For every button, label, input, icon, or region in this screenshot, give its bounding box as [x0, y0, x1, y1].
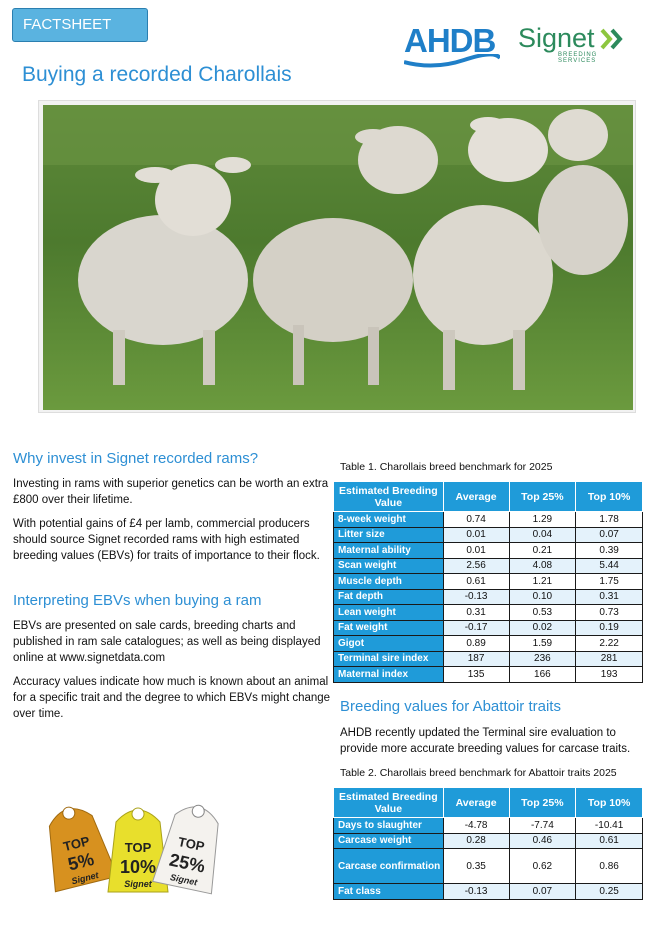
- table2-abattoir-benchmark: [333, 787, 643, 900]
- table1-value-cell: 0.10: [509, 589, 576, 605]
- table1-value-cell: 193: [576, 667, 643, 683]
- abattoir-heading: Breeding values for Abattoir traits: [340, 698, 561, 715]
- table2-trait-label: Carcase confirmation: [334, 849, 444, 884]
- table1-breed-benchmark: [333, 481, 643, 683]
- table1-value-cell: 281: [576, 651, 643, 667]
- gold-tag-top: TOP: [61, 833, 92, 855]
- interpreting-ebvs-heading: Interpreting EBVs when buying a ram: [13, 592, 262, 609]
- table1-row: [334, 667, 643, 683]
- table1-value-cell: 0.04: [509, 527, 576, 543]
- white-tag-top: TOP: [176, 833, 206, 855]
- table1-row: [334, 636, 643, 652]
- abattoir-paragraph: AHDB recently updated the Terminal sire evaluation to provide more accurate breeding values for carcase traits.: [340, 727, 631, 755]
- table1-value-cell: 1.29: [509, 512, 576, 528]
- table2-trait-label: Carcase weight: [334, 833, 444, 849]
- table1-value-cell: 0.01: [443, 527, 509, 543]
- yellow-tag-percent: 10%: [119, 857, 157, 877]
- table1-trait-label: Fat weight: [334, 620, 444, 636]
- table1-value-cell: 0.19: [576, 620, 643, 636]
- table1-value-cell: 5.44: [576, 558, 643, 574]
- table2-header-top25: Top 25%: [509, 788, 576, 818]
- table2-value-cell: -4.78: [443, 818, 509, 834]
- table2-header-average: Average: [443, 788, 509, 818]
- table1-value-cell: 1.78: [576, 512, 643, 528]
- table1-value-cell: 0.61: [443, 574, 509, 590]
- interpreting-ebvs-paragraph-1: EBVs are presented on sale cards, breeding charts and published in ram sale catalogues; as well as being displayed online at www.signetdata.com: [13, 620, 321, 664]
- table1-trait-label: Muscle depth: [334, 574, 444, 590]
- table2-value-cell: 0.61: [576, 833, 643, 849]
- white-tag-percent: 25%: [167, 849, 207, 877]
- table1-value-cell: 236: [509, 651, 576, 667]
- table1-row: [334, 527, 643, 543]
- why-invest-paragraph-2: With potential gains of £4 per lamb, commercial producers should source Signet recorded rams with high estimated breeding values (EBVs) for traits of importance to their flock.: [13, 518, 320, 562]
- table1-value-cell: -0.17: [443, 620, 509, 636]
- table2-value-cell: -0.13: [443, 884, 509, 900]
- table1-row: [334, 620, 643, 636]
- table1-value-cell: 0.01: [443, 543, 509, 559]
- table1-value-cell: 2.22: [576, 636, 643, 652]
- table1-trait-label: Terminal sire index: [334, 651, 444, 667]
- table1-value-cell: 0.02: [509, 620, 576, 636]
- ahdb-logo: [404, 22, 500, 70]
- table1-row: [334, 589, 643, 605]
- table1-value-cell: 0.31: [443, 605, 509, 621]
- chevron-right-icon: [600, 28, 630, 50]
- table1-value-cell: 0.07: [576, 527, 643, 543]
- table1-header-top25: Top 25%: [509, 482, 576, 512]
- page-title: Buying a recorded Charollais: [22, 63, 292, 86]
- table1-trait-label: Gigot: [334, 636, 444, 652]
- table2-trait-label: Fat class: [334, 884, 444, 900]
- table1-trait-label: Litter size: [334, 527, 444, 543]
- table2-header-ebv: Estimated Breeding Value: [334, 788, 444, 818]
- table1-row: [334, 651, 643, 667]
- table1-row: [334, 605, 643, 621]
- table1-value-cell: 0.53: [509, 605, 576, 621]
- table2-value-cell: 0.46: [509, 833, 576, 849]
- table1-trait-label: Fat depth: [334, 589, 444, 605]
- table1-row: [334, 512, 643, 528]
- table2-value-cell: -7.74: [509, 818, 576, 834]
- why-invest-paragraph-1: Investing in rams with superior genetics can be worth an extra £800 over their lifetime.: [13, 478, 329, 506]
- table1-value-cell: 0.21: [509, 543, 576, 559]
- table1-value-cell: -0.13: [443, 589, 509, 605]
- signet-logo-subtitle: BREEDING SERVICES: [558, 52, 598, 64]
- sheep-photo-image: [43, 105, 633, 410]
- table2-row: [334, 849, 643, 884]
- table1-row: [334, 543, 643, 559]
- table2-row: [334, 833, 643, 849]
- table1-trait-label: 8-week weight: [334, 512, 444, 528]
- signet-logo: [518, 22, 634, 66]
- factsheet-badge: FACTSHEET: [12, 8, 148, 42]
- table1-value-cell: 166: [509, 667, 576, 683]
- ahdb-logo-text: AHDB: [404, 22, 496, 59]
- sheep-photo: [38, 100, 636, 413]
- table1-caption: Table 1. Charollais breed benchmark for 2025: [340, 461, 553, 473]
- table1-value-cell: 0.89: [443, 636, 509, 652]
- table1-trait-label: Maternal ability: [334, 543, 444, 559]
- table1-value-cell: 0.74: [443, 512, 509, 528]
- table1-value-cell: 1.59: [509, 636, 576, 652]
- table1-value-cell: 1.75: [576, 574, 643, 590]
- table2-row: [334, 818, 643, 834]
- table2-value-cell: 0.62: [509, 849, 576, 884]
- table1-trait-label: Maternal index: [334, 667, 444, 683]
- table2-value-cell: 0.35: [443, 849, 509, 884]
- table2-header-top10: Top 10%: [576, 788, 643, 818]
- ear-tags-image: [38, 790, 228, 905]
- table1-row: [334, 574, 643, 590]
- table2-value-cell: -10.41: [576, 818, 643, 834]
- table1-value-cell: 1.21: [509, 574, 576, 590]
- gold-tag-brand: Signet: [70, 869, 100, 887]
- gold-tag-percent: 5%: [65, 848, 96, 875]
- table2-value-cell: 0.25: [576, 884, 643, 900]
- table2-trait-label: Days to slaughter: [334, 818, 444, 834]
- table2-caption: Table 2. Charollais breed benchmark for Abattoir traits 2025: [340, 767, 617, 779]
- table1-value-cell: 4.08: [509, 558, 576, 574]
- table2-row: [334, 884, 643, 900]
- table1-trait-label: Scan weight: [334, 558, 444, 574]
- table1-value-cell: 187: [443, 651, 509, 667]
- signet-logo-text: Signet: [518, 23, 595, 53]
- table1-row: [334, 558, 643, 574]
- table1-header-average: Average: [443, 482, 509, 512]
- table1-value-cell: 135: [443, 667, 509, 683]
- table1-trait-label: Lean weight: [334, 605, 444, 621]
- table1-value-cell: 0.39: [576, 543, 643, 559]
- ahdb-swoosh-icon: [404, 54, 500, 70]
- table1-header-top10: Top 10%: [576, 482, 643, 512]
- white-tag-brand: Signet: [169, 872, 199, 888]
- why-invest-heading: Why invest in Signet recorded rams?: [13, 450, 259, 467]
- interpreting-ebvs-paragraph-2: Accuracy values indicate how much is known about an animal for a specific trait and the degree to which EBVs might change over time.: [13, 676, 331, 720]
- yellow-tag-brand: Signet: [124, 879, 152, 889]
- table1-value-cell: 0.31: [576, 589, 643, 605]
- table2-value-cell: 0.28: [443, 833, 509, 849]
- table1-value-cell: 2.56: [443, 558, 509, 574]
- yellow-tag-top: TOP: [124, 840, 152, 855]
- table2-value-cell: 0.86: [576, 849, 643, 884]
- table2-value-cell: 0.07: [509, 884, 576, 900]
- table1-value-cell: 0.73: [576, 605, 643, 621]
- table1-header-ebv: Estimated Breeding Value: [334, 482, 444, 512]
- ear-tags-icon: [38, 790, 228, 900]
